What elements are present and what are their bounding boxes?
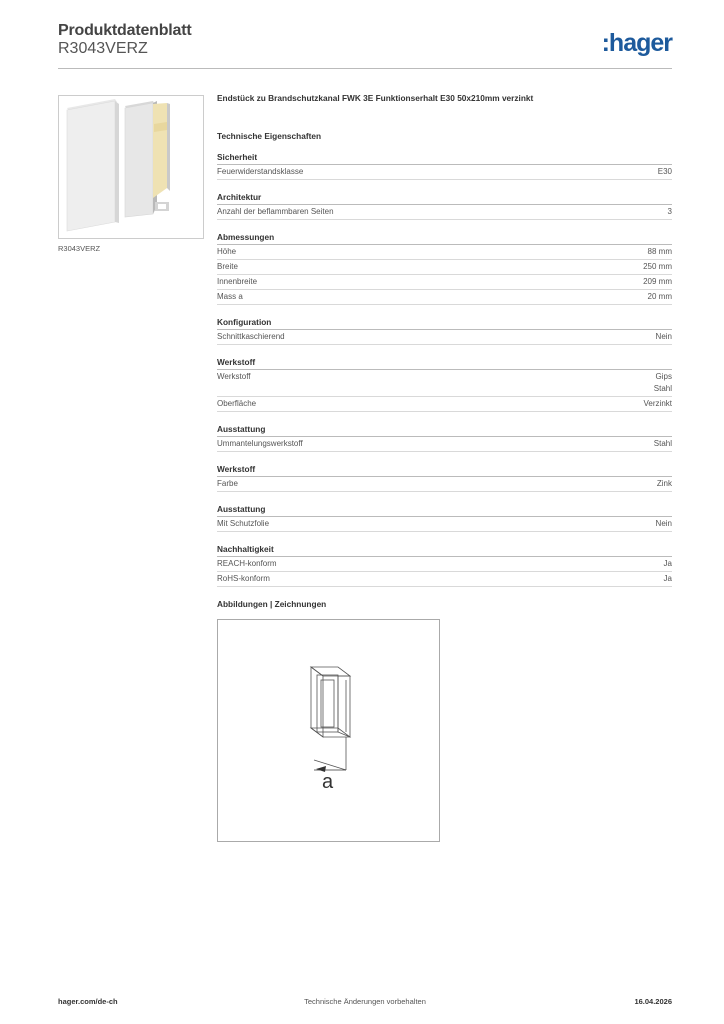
property-value: Verzinkt xyxy=(643,399,672,408)
product-code: R3043VERZ xyxy=(58,40,148,57)
photo-caption: R3043VERZ xyxy=(58,244,101,253)
hager-logo: :hager xyxy=(601,29,672,57)
section-title: Ausstattung xyxy=(217,423,672,437)
property-label: REACH-konform xyxy=(217,559,277,568)
section-title: Ausstattung xyxy=(217,503,672,517)
footer-website-link[interactable]: hager.com/de-ch xyxy=(58,997,118,1006)
property-value: Zink xyxy=(656,479,672,488)
property-section xyxy=(217,316,672,345)
property-row xyxy=(217,330,672,345)
properties-sections xyxy=(217,151,672,587)
property-section xyxy=(217,356,672,412)
product-photo-image xyxy=(59,96,203,238)
property-row xyxy=(217,397,672,412)
property-label: Mass a xyxy=(217,292,243,301)
property-row xyxy=(217,245,672,260)
property-row xyxy=(217,477,672,492)
drawings-heading: Abbildungen | Zeichnungen xyxy=(217,599,327,609)
section-title: Konfiguration xyxy=(217,316,672,330)
property-value: 20 mm xyxy=(647,292,672,301)
page-header xyxy=(58,22,672,62)
page-title: Produktdatenblatt xyxy=(58,22,192,39)
property-label: Höhe xyxy=(217,247,237,256)
property-section xyxy=(217,463,672,492)
property-section xyxy=(217,191,672,220)
section-title: Sicherheit xyxy=(217,151,672,165)
dimension-label: a xyxy=(322,771,334,793)
property-value: Stahl xyxy=(653,439,672,448)
footer-date: 16.04.2026 xyxy=(634,997,672,1006)
property-label: Mit Schutzfolie xyxy=(217,519,270,528)
section-title: Nachhaltigkeit xyxy=(217,543,672,557)
section-title: Architektur xyxy=(217,191,672,205)
property-value: Nein xyxy=(655,332,672,341)
product-photo xyxy=(58,95,204,239)
product-description: Endstück zu Brandschutzkanal FWK 3E Funktionserhalt E30 50x210mm verzinkt xyxy=(217,93,534,103)
property-value: Ja xyxy=(663,559,672,568)
property-label: Farbe xyxy=(217,479,238,488)
property-value: 250 mm xyxy=(643,262,672,271)
property-section xyxy=(217,543,672,587)
property-value: Ja xyxy=(663,574,672,583)
property-section xyxy=(217,231,672,305)
section-title: Abmessungen xyxy=(217,231,672,245)
property-value: Nein xyxy=(655,519,672,528)
property-value: 209 mm xyxy=(643,277,672,286)
header-divider xyxy=(58,68,672,69)
technical-properties-heading: Technische Eigenschaften xyxy=(217,131,322,141)
property-section xyxy=(217,151,672,180)
property-row xyxy=(217,290,672,305)
property-label: Feuerwiderstandsklasse xyxy=(217,167,304,176)
property-label: Werkstoff xyxy=(217,372,251,381)
property-section xyxy=(217,503,672,532)
property-value: Gips xyxy=(655,372,672,381)
property-label: Schnittkaschierend xyxy=(217,332,285,341)
property-value: E30 xyxy=(657,167,672,176)
property-value: 88 mm xyxy=(647,247,672,256)
property-row xyxy=(217,437,672,452)
technical-drawing-image xyxy=(218,620,439,841)
property-label: Ummantelungswerkstoff xyxy=(217,439,303,448)
property-label: Breite xyxy=(217,262,238,271)
property-row xyxy=(217,205,672,220)
property-row xyxy=(217,370,672,397)
property-row xyxy=(217,165,672,180)
property-value: Stahl xyxy=(653,384,672,393)
property-row xyxy=(217,275,672,290)
property-label: Oberfläche xyxy=(217,399,257,408)
property-row xyxy=(217,557,672,572)
property-value: 3 xyxy=(667,207,672,216)
property-row xyxy=(217,572,672,587)
property-row xyxy=(217,517,672,532)
property-label: Anzahl der beflammbaren Seiten xyxy=(217,207,334,216)
property-row xyxy=(217,260,672,275)
product-info xyxy=(217,92,672,598)
property-label: RoHS-konform xyxy=(217,574,270,583)
section-title: Werkstoff xyxy=(217,356,672,370)
property-label: Innenbreite xyxy=(217,277,258,286)
technical-drawing xyxy=(217,619,440,842)
property-section xyxy=(217,423,672,452)
footer-note: Technische Änderungen vorbehalten xyxy=(304,997,426,1006)
section-title: Werkstoff xyxy=(217,463,672,477)
